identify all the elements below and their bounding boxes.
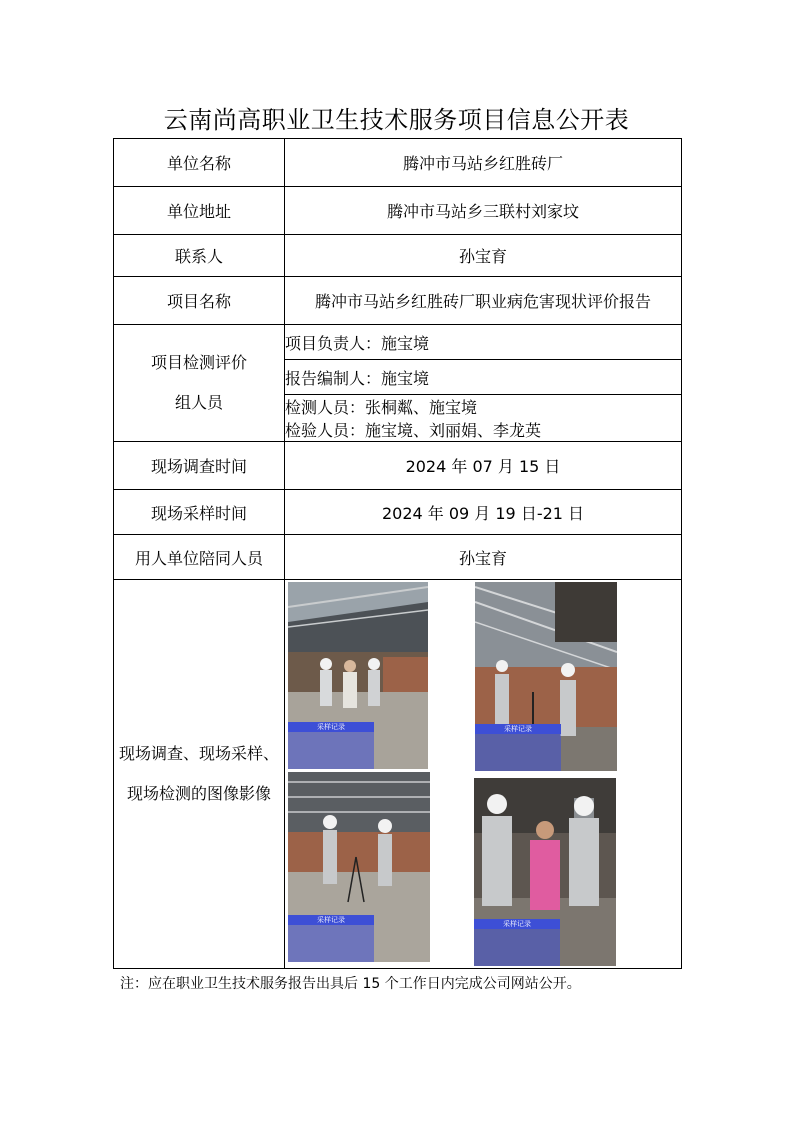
team-leader-value: 项目负责人：施宝境 xyxy=(285,325,682,360)
project-name-label: 项目名称 xyxy=(114,277,285,325)
row-unit-name xyxy=(114,139,682,187)
team-inspectors-value: 检验人员：施宝境、刘丽娟、李龙英 xyxy=(285,421,542,440)
page-title: 云南尚高职业卫生技术服务项目信息公开表 xyxy=(163,106,630,134)
stamp-title-1: 采样记录 xyxy=(288,722,374,732)
project-name-value: 腾冲市马站乡红胜砖厂职业病危害现状评价报告 xyxy=(285,277,682,325)
team-testers-cell xyxy=(285,395,682,442)
unit-name-value: 腾冲市马站乡红胜砖厂 xyxy=(285,139,682,187)
escort-value: 孙宝育 xyxy=(285,535,682,580)
stamp-title-3: 采样记录 xyxy=(288,915,374,925)
site-photo-1 xyxy=(288,582,428,769)
team-label-line2: 组人员 xyxy=(174,393,223,412)
escort-label: 用人单位陪同人员 xyxy=(114,535,285,580)
team-writer-value: 报告编制人：施宝境 xyxy=(285,360,682,395)
unit-address-label: 单位地址 xyxy=(114,187,285,235)
photo-grid xyxy=(285,580,681,968)
stamp-title-2: 采样记录 xyxy=(475,724,561,734)
site-photo-3 xyxy=(288,772,430,962)
sampling-time-label: 现场采样时间 xyxy=(114,490,285,535)
survey-time-label: 现场调查时间 xyxy=(114,442,285,490)
images-label xyxy=(114,580,285,969)
sampling-stamp-4 xyxy=(474,919,560,966)
site-photo-4 xyxy=(474,778,616,966)
contact-value: 孙宝育 xyxy=(285,235,682,277)
unit-name-label: 单位名称 xyxy=(114,139,285,187)
sampling-stamp-3 xyxy=(288,915,374,962)
team-label xyxy=(114,325,285,442)
unit-address-value: 腾冲市马站乡三联村刘家坟 xyxy=(285,187,682,235)
sampling-stamp-2 xyxy=(475,724,561,771)
row-sampling-time xyxy=(114,490,682,535)
row-escort xyxy=(114,535,682,580)
row-team-leader xyxy=(114,325,682,360)
row-images xyxy=(114,580,682,969)
survey-time-value: 2024 年 07 月 15 日 xyxy=(285,442,682,490)
team-testers-value: 检测人员：张桐粼、施宝境 xyxy=(285,398,478,417)
footnote: 注：应在职业卫生技术服务报告出具后 15 个工作日内完成公司网站公开。 xyxy=(120,976,581,992)
sampling-time-value: 2024 年 09 月 19 日-21 日 xyxy=(285,490,682,535)
row-contact xyxy=(114,235,682,277)
row-survey-time xyxy=(114,442,682,490)
images-cell xyxy=(285,580,682,969)
stamp-title-4: 采样记录 xyxy=(474,919,560,929)
images-label-text: 现场调查、现场采样、现场检测的图像影像 xyxy=(118,744,279,803)
row-project-name xyxy=(114,277,682,325)
info-table xyxy=(113,138,682,969)
sampling-stamp-1 xyxy=(288,722,374,769)
row-unit-address xyxy=(114,187,682,235)
team-label-line1: 项目检测评价 xyxy=(150,353,247,372)
contact-label: 联系人 xyxy=(114,235,285,277)
site-photo-2 xyxy=(475,582,617,771)
